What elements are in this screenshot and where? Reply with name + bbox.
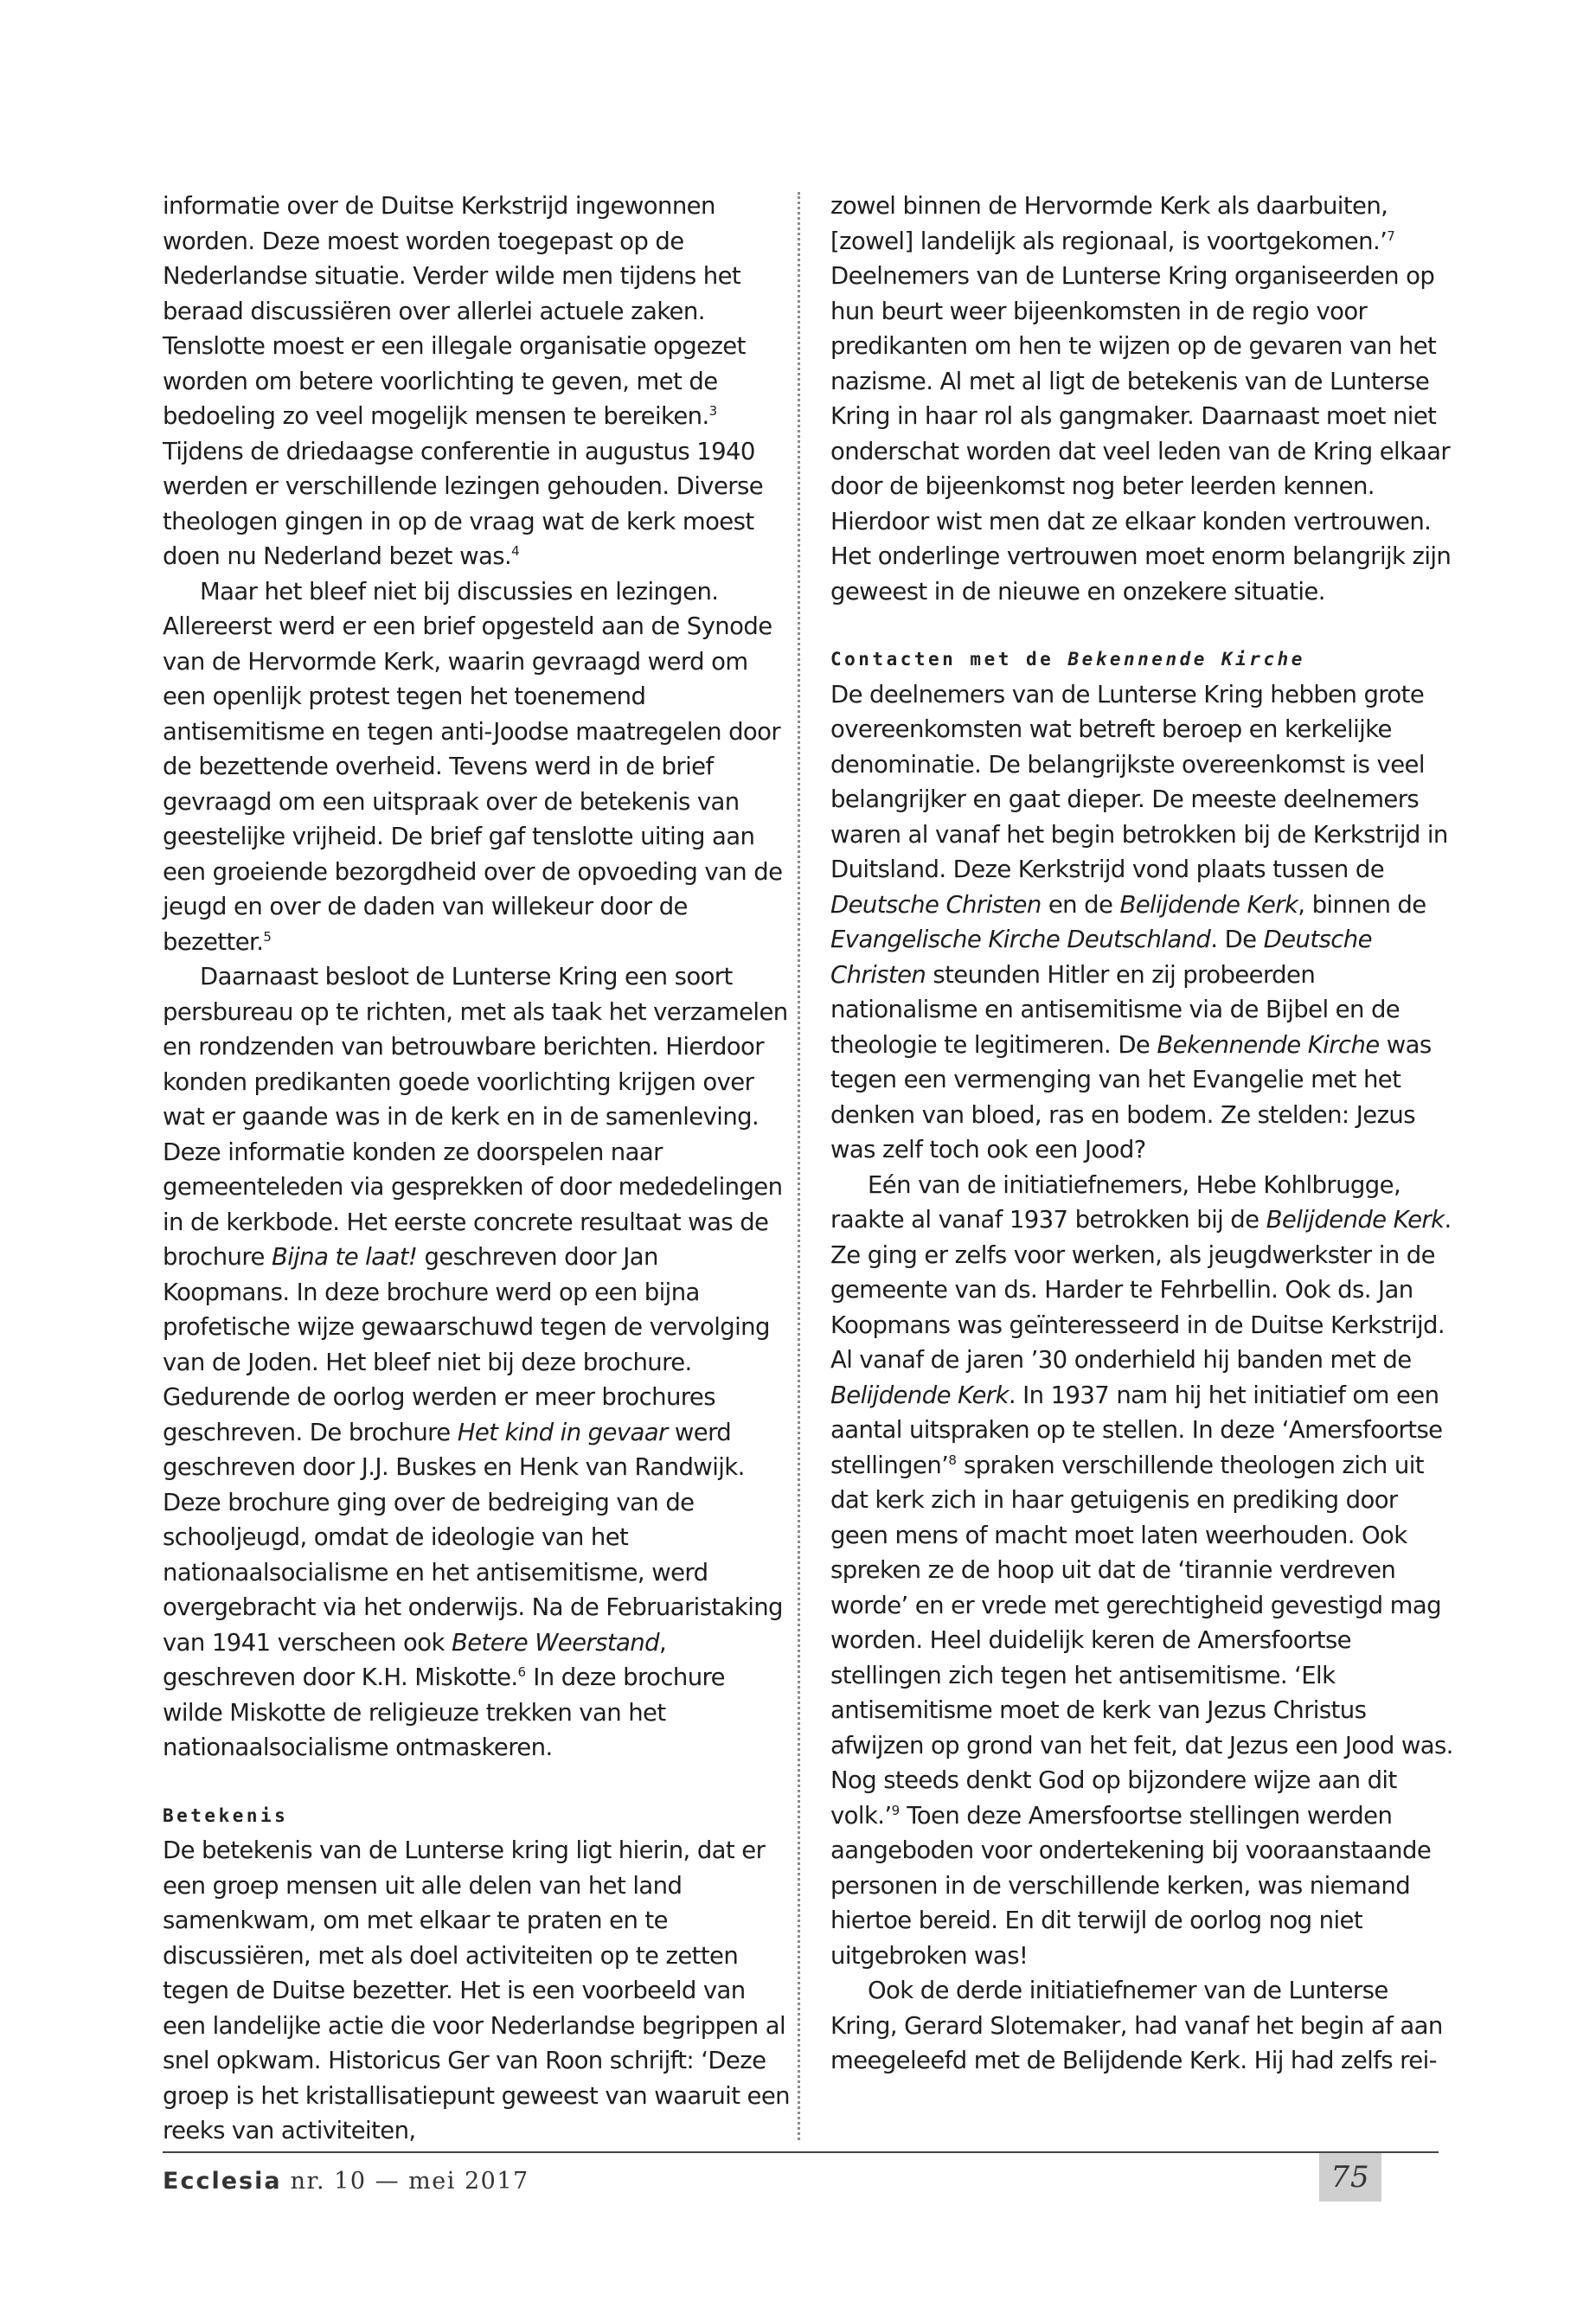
footnote-ref[interactable]: 9 (891, 1802, 901, 1818)
italic-term: Deutsche Christen (830, 890, 1042, 919)
paragraph (163, 189, 790, 574)
italic-term: Bekennende Kirche (1157, 1030, 1380, 1059)
text-run: was tegen een vermenging van het Evangelie met het denken van bloed, ras en bodem. Ze stelden: Jezus was zelf toch ook een Jood? (830, 1030, 1432, 1163)
heading-text-italic: Bekennende Kirche (1067, 649, 1305, 670)
footnote-ref[interactable]: 3 (708, 403, 718, 419)
text-run: Daarnaast besloot de Lunterse Kring een soort persbureau op te richten, met als taak het verzamelen en rondzenden van betrouwbare berichten. Hierdoor konden predikanten goede voorlichting krijgen over wat er gaande was in de kerk en in de samenleving. Deze informatie konden ze doorspelen naar gemeenteleden via gesprekken of door mededelingen in de kerkbode. Het eerste concrete resultaat was de brochure (163, 963, 788, 1271)
text-run: zowel binnen de Hervormde Kerk als daarbuiten, [zowel] landelijk als regionaal, is voortgekomen.’ (830, 192, 1388, 255)
paragraph (830, 189, 1458, 609)
text-run: Tijdens de driedaagse conferentie in augustus 1940 werden er verschillende lezingen gehouden. Diverse theologen gingen in op de vraag wat de kerk moest doen nu Nederland bezet was. (163, 437, 764, 570)
italic-term: Belijdende Kerk (1119, 890, 1298, 919)
paragraph (163, 959, 790, 1766)
issue-info: nr. 10 — mei 2017 (281, 2168, 529, 2195)
paragraph (830, 677, 1458, 1168)
footnote-ref[interactable]: 7 (1387, 228, 1395, 244)
section-heading: Betekenis (163, 1804, 289, 1826)
right-column (830, 189, 1458, 2079)
text-run: In deze brochure wilde Miskotte de religieuze trekken van het nationaalsocialisme ontmaskeren. (163, 1663, 725, 1761)
italic-term: Evangelische Kirche Deutschland (830, 926, 1211, 953)
text-run: . Ze ging er zelfs voor werken, als jeugdwerkster in de gemeente van ds. Harder te Fehrbellin. Ook ds. Jan Koopmans was geïnteresseerd in de Duitse Kerkstrijd. Al vanaf de jaren ’30 onderhield hij banden met de (830, 1206, 1452, 1374)
left-column (163, 189, 790, 2149)
text-run: en de (1041, 890, 1120, 919)
text-run: steunden Hitler en zij probeerden nationalisme en antisemitisme via de Bijbel en de theologie te legitimeren. De (830, 960, 1401, 1059)
italic-term: Belijdende Kerk (1266, 1206, 1445, 1234)
brochure-title: Betere Weerstand (451, 1628, 659, 1657)
text-run: geschreven door Jan Koopmans. In deze brochure werd op een bijna profetische wijze gewaarschuwd tegen de vervolging van de Joden. Het bleef niet bij deze brochure. Gedurende de oorlog werden er meer brochures geschreven. De brochure (163, 1243, 770, 1446)
footer-citation (163, 2168, 529, 2195)
heading-text: Contacten met de (830, 649, 1068, 670)
text-run: . In 1937 nam hij het initiatief om een aantal uitspraken op te stellen. In deze ‘Amersfoortse stellingen’ (830, 1381, 1443, 1479)
journal-name: Ecclesia (163, 2168, 282, 2195)
text-run: informatie over de Duitse Kerkstrijd ingewonnen worden. Deze moest worden toegepast op de Nederlandse situatie. Verder wilde men tijdens het beraad discussiëren over allerlei actuele zaken. Tenslotte moest er een illegale organisatie opgezet worden om betere voorlichting te geven, met de bedoeling zo veel mogelijk mensen te bereiken. (163, 192, 746, 430)
paragraph: De betekenis van de Lunterse kring ligt hierin, dat er een groep mensen uit alle delen van het land samenkwam, om met elkaar te praten en te discussiëren, met als doel activiteiten op te zetten tegen de Duitse bezetter. Het is een voorbeeld van een landelijke actie die voor Nederlandse begrippen al snel opkwam. Historicus Ger van Roon schrijft: ‘Deze groep is het kristallisatiepunt geweest van waaruit een reeks van activiteiten, (163, 1836, 791, 2144)
text-run: . De (1210, 926, 1264, 953)
paragraph (830, 1168, 1458, 1974)
text-run: Toen deze Amersfoortse stellingen werden aangeboden voor ondertekening bij vooraanstaande personen in de verschillende kerken, was niemand hiertoe bereid. En dit terwijl de oorlog nog niet uitgebroken was! (830, 1801, 1432, 1970)
footnote-ref[interactable]: 5 (263, 928, 272, 945)
footer-rule (163, 2151, 1439, 2153)
brochure-title: Het kind in gevaar (457, 1418, 668, 1446)
section-heading (830, 642, 1458, 677)
page-number: 75 (1319, 2153, 1381, 2202)
text-run: Deelnemers van de Lunterse Kring organiseerden op hun beurt weer bijeenkomsten in de regio voor predikanten om hen te wijzen op de gevaren van het nazisme. Al met al ligt de betekenis van de Lunterse Kring in haar rol als gangmaker. Daarnaast moet niet onderschat worden dat veel leden van de Kring elkaar door de bijeenkomst nog beter leerden kennen. Hierdoor wist men dat ze elkaar konden vertrouwen. Het onderlinge vertrouwen moet enorm belangrijk zijn geweest in de nieuwe en onzekere situatie. (830, 262, 1452, 606)
italic-term: Deutsche Christen (830, 926, 1372, 989)
text-run: werd geschreven door J.J. Buskes en Henk van Randwijk. Deze brochure ging over de bedreiging van de schooljeugd, omdat de ideologie van het nationaalsocialisme en het antisemitisme, werd overgebracht via het onderwijs. Na de Februaristaking van 1941 verscheen ook (163, 1418, 783, 1657)
text-run: , geschreven door K.H. Miskotte. (163, 1628, 667, 1691)
footnote-ref[interactable]: 4 (511, 543, 520, 559)
paragraph: Ook de derde initiatiefnemer van de Lunterse Kring, Gerard Slotemaker, had vanaf het begin af aan meegeleefd met de Belijdende Kerk. Hij had zelfs rei- (830, 1977, 1443, 2074)
italic-term: Belijdende Kerk (830, 1381, 1009, 1409)
text-run: De deelnemers van de Lunterse Kring hebben grote overeenkomsten wat betreft beroep en kerkelijke denominatie. De belangrijkste overeenkomst is veel belangrijker en gaat dieper. De meeste deelnemers waren al vanaf het begin betrokken bij de Kerkstrijd in Duitsland. Deze Kerkstrijd vond plaats tussen de (830, 680, 1448, 883)
text-run: Maar het bleef niet bij discussies en lezingen. Allereerst werd er een brief opgesteld aan de Synode van de Hervormde Kerk, waarin gevraagd werd om een openlijk protest tegen het toenemend antisemitisme en tegen anti-Joodse maatregelen door de bezettende overheid. Tevens werd in de brief gevraagd om een uitspraak over de betekenis van geestelijke vrijheid. De brief gaf tenslotte uiting aan een groeiende bezorgdheid over de opvoeding van de jeugd en over de daden van willekeur door de bezetter. (163, 577, 783, 956)
footnote-ref[interactable]: 8 (948, 1452, 957, 1468)
column-divider (798, 192, 800, 2140)
text-run: Eén van de initiatiefnemers, Hebe Kohlbrugge, raakte al vanaf 1937 betrokken bij de (830, 1170, 1401, 1234)
footnote-ref[interactable]: 6 (517, 1664, 527, 1680)
text-run: , binnen de (1298, 890, 1426, 919)
paragraph (163, 574, 790, 960)
text-run: spraken verschillende theologen zich uit dat kerk zich in haar getuigenis en prediking door geen mens of macht moet laten weerhouden. Ook spreken ze de hoop uit dat de ‘tirannie verdreven worde’ en er vrede met gerechtigheid gevestigd mag worden. Heel duidelijk keren de Amersfoortse stellingen zich tegen het antisemitisme. ‘Elk antisemitisme moet de kerk van Jezus Christus afwijzen op grond van het feit, dat Jezus een Jood was. Nog steeds denkt God op bijzondere wijze aan dit volk.’ (830, 1451, 1453, 1830)
brochure-title: Bijna te laat! (271, 1243, 418, 1271)
